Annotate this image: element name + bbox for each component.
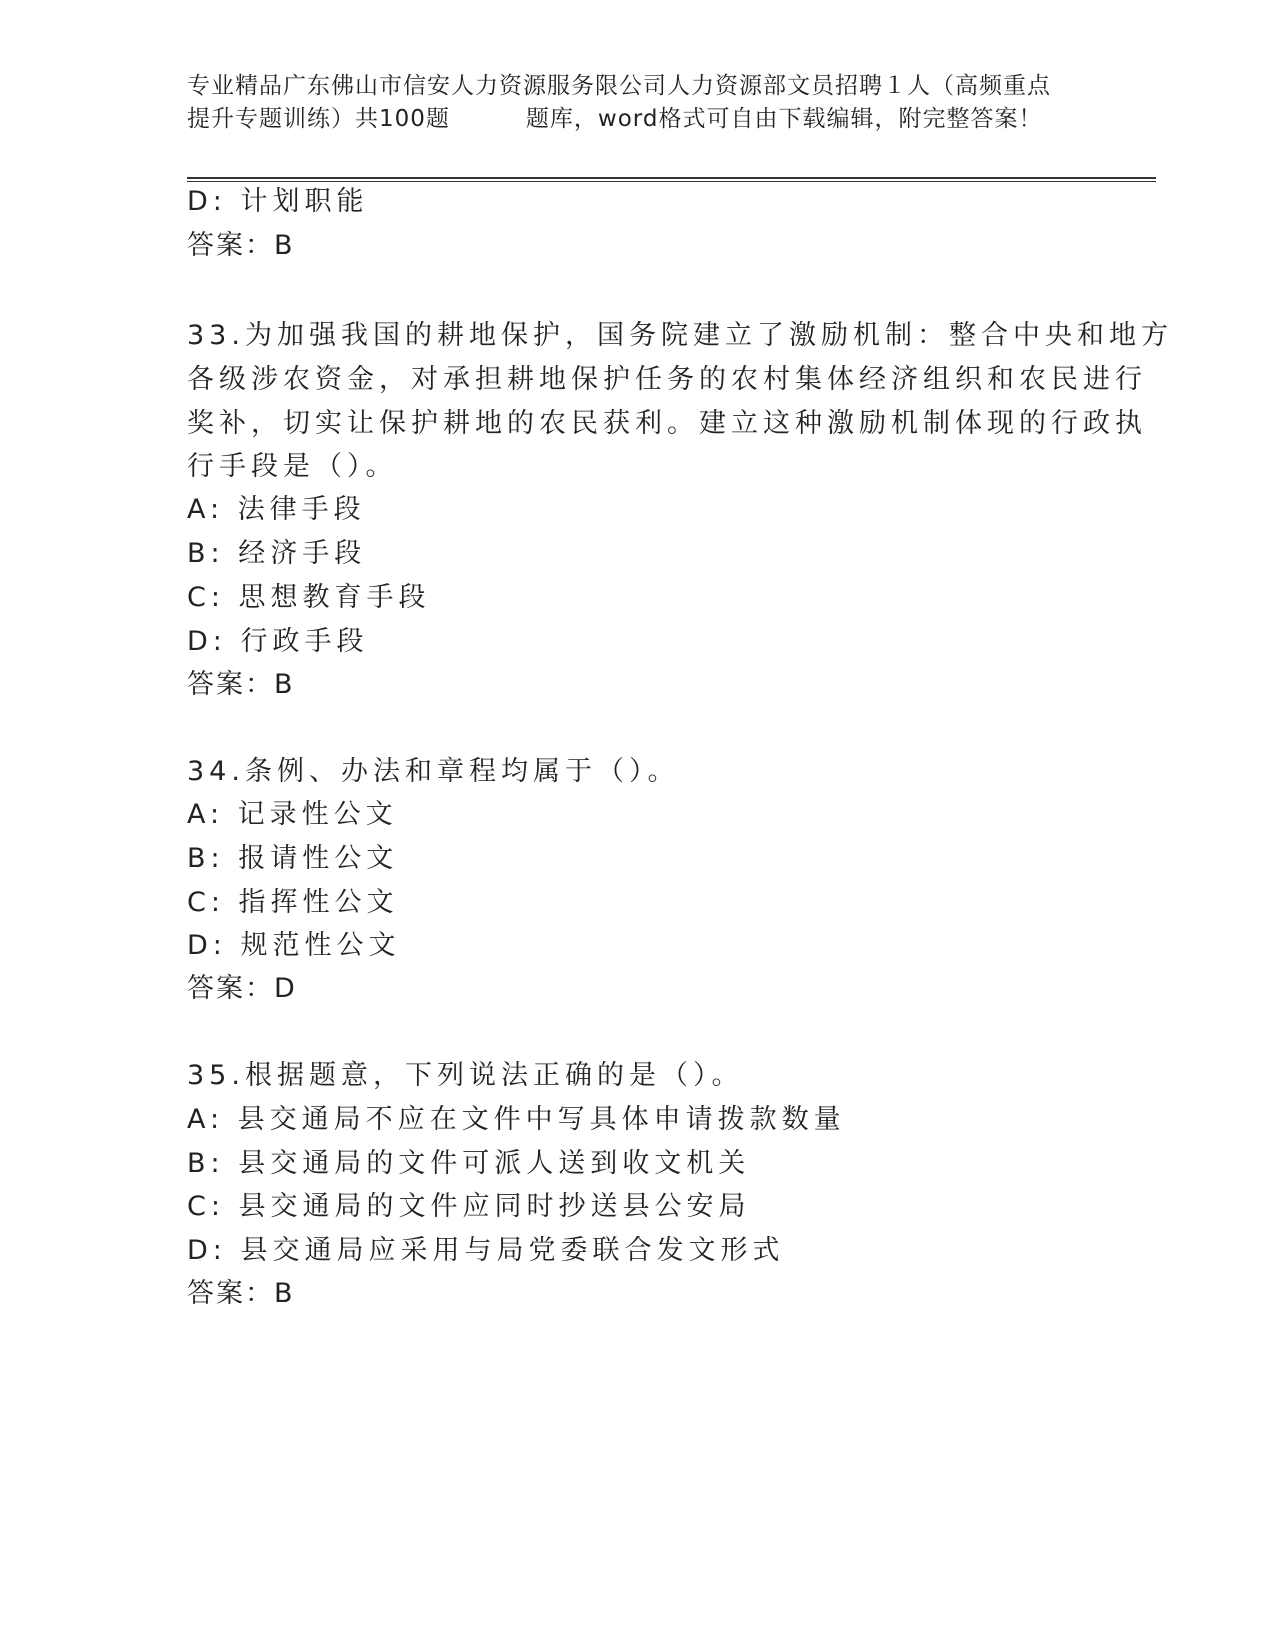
option-c: C: 指挥性公文	[187, 887, 399, 918]
header-title-line2	[187, 103, 1087, 136]
option-a: A: 县交通局不应在文件中写具体申请拨款数量	[187, 1104, 846, 1135]
option-d: D: 行政手段	[187, 626, 369, 657]
header-title-line1: 专业精品广东佛山市信安人力资源服务限公司人力资源部文员招聘１人（高频重点	[187, 73, 1051, 99]
option-b: B: 县交通局的文件可派人送到收文机关	[187, 1148, 751, 1179]
question-stem-line: 各级涉农资金，对承担耕地保护任务的农村集体经济组织和农民进行	[187, 364, 1147, 395]
prev-option-d: D: 计划职能	[187, 186, 369, 217]
answer: 答案：D	[187, 973, 297, 1004]
header-gap	[450, 103, 526, 136]
option-d: D: 规范性公文	[187, 930, 401, 961]
option-c: C: 思想教育手段	[187, 582, 431, 613]
header-title-line2-right: 题库，word格式可自由下载编辑，附完整答案！	[525, 106, 1043, 132]
question-stem-line: 33.为加强我国的耕地保护，国务院建立了激励机制：整合中央和地方	[187, 320, 1173, 351]
question-stem-line: 行手段是（）。	[187, 451, 398, 482]
header-title-line2-left: 提升专题训练）共100题	[187, 106, 450, 132]
answer: 答案：B	[187, 1278, 295, 1309]
question-stem-line: 34.条例、办法和章程均属于（）。	[187, 756, 680, 787]
option-b: B: 经济手段	[187, 538, 367, 569]
option-d: D: 县交通局应采用与局党委联合发文形式	[187, 1235, 785, 1266]
answer: 答案：B	[187, 669, 295, 700]
page-header	[187, 70, 1087, 136]
option-a: A: 法律手段	[187, 494, 366, 525]
question-stem-line: 35.根据题意，下列说法正确的是（）。	[187, 1060, 744, 1091]
option-b: B: 报请性公文	[187, 843, 399, 874]
question-stem-line: 奖补，切实让保护耕地的农民获利。建立这种激励机制体现的行政执	[187, 408, 1147, 439]
prev-answer: 答案：B	[187, 230, 295, 261]
option-a: A: 记录性公文	[187, 799, 398, 830]
option-c: C: 县交通局的文件应同时抄送县公安局	[187, 1191, 751, 1222]
